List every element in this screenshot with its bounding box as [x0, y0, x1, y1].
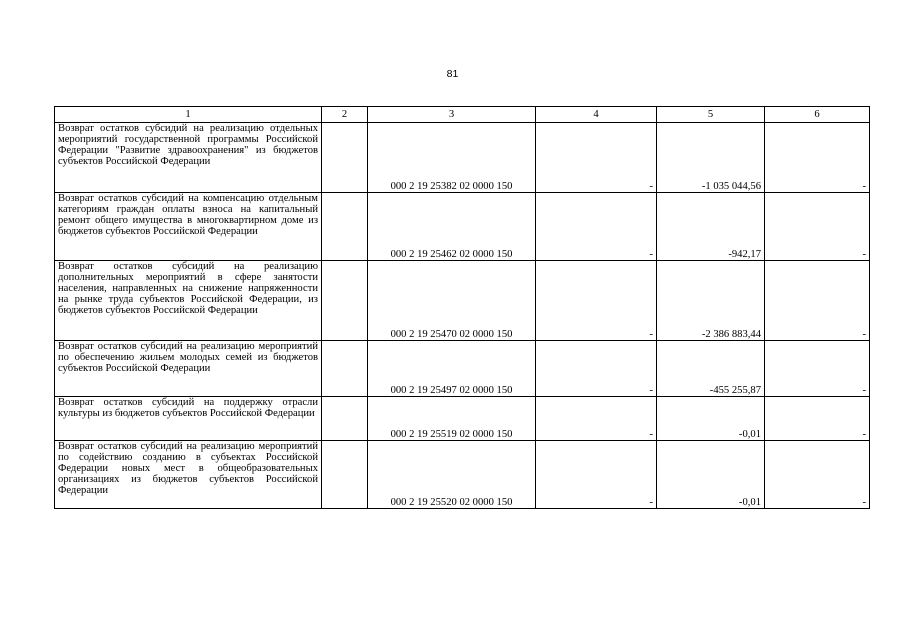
- table-header-row: [55, 107, 870, 123]
- header-col-4: 4: [536, 107, 657, 123]
- row-description: Возврат остатков субсидий на реализацию отдельных мероприятий государственной программы Российской Федерации "Развитие здравоохранения" из бюджетов субъектов Российской Федерации: [55, 123, 322, 193]
- row-code: 000 2 19 25470 02 0000 150: [368, 261, 536, 341]
- row-code: 000 2 19 25382 02 0000 150: [368, 123, 536, 193]
- table-row: [55, 123, 870, 193]
- page-number: 81: [446, 68, 459, 80]
- row-col4: -: [536, 341, 657, 397]
- row-col6: -: [765, 261, 870, 341]
- row-description: Возврат остатков субсидий на поддержку отрасли культуры из бюджетов субъектов Российской Федерации: [55, 397, 322, 441]
- row-col6: -: [765, 397, 870, 441]
- budget-table: [54, 106, 870, 509]
- row-col2: [322, 397, 368, 441]
- row-col6: -: [765, 193, 870, 261]
- row-code: 000 2 19 25497 02 0000 150: [368, 341, 536, 397]
- row-col6: -: [765, 441, 870, 509]
- header-col-3: 3: [368, 107, 536, 123]
- row-col6: -: [765, 341, 870, 397]
- row-code: 000 2 19 25520 02 0000 150: [368, 441, 536, 509]
- table-row: [55, 397, 870, 441]
- row-amount: -942,17: [657, 193, 765, 261]
- header-col-1: 1: [55, 107, 322, 123]
- row-col4: -: [536, 193, 657, 261]
- row-col2: [322, 261, 368, 341]
- table-row: [55, 193, 870, 261]
- row-col2: [322, 441, 368, 509]
- row-col4: -: [536, 397, 657, 441]
- row-description: Возврат остатков субсидий на реализацию мероприятий по содействию созданию в субъектах Российской Федерации новых мест в общеобразовательных организациях из бюджетов субъектов Российской Федерации: [55, 441, 322, 509]
- row-description: Возврат остатков субсидий на реализацию дополнительных мероприятий в сфере занятости населения, направленных на снижение напряженности на рынке труда субъектов Российской Федерации, из бюджетов субъектов Российской Федерации: [55, 261, 322, 341]
- row-col4: -: [536, 123, 657, 193]
- table-row: [55, 341, 870, 397]
- row-amount: -2 386 883,44: [657, 261, 765, 341]
- row-col2: [322, 193, 368, 261]
- row-code: 000 2 19 25519 02 0000 150: [368, 397, 536, 441]
- row-amount: -1 035 044,56: [657, 123, 765, 193]
- row-col6: -: [765, 123, 870, 193]
- row-description: Возврат остатков субсидий на компенсацию отдельным категориям граждан оплаты взноса на капитальный ремонт общего имущества в многоквартирном доме из бюджетов субъектов Российской Федерации: [55, 193, 322, 261]
- row-col2: [322, 341, 368, 397]
- row-description: Возврат остатков субсидий на реализацию мероприятий по обеспечению жильем молодых семей из бюджетов субъектов Российской Федерации: [55, 341, 322, 397]
- table-row: [55, 261, 870, 341]
- table-row: [55, 441, 870, 509]
- row-amount: -0,01: [657, 397, 765, 441]
- header-col-6: 6: [765, 107, 870, 123]
- row-col2: [322, 123, 368, 193]
- row-col4: -: [536, 441, 657, 509]
- header-col-2: 2: [322, 107, 368, 123]
- row-amount: -455 255,87: [657, 341, 765, 397]
- row-code: 000 2 19 25462 02 0000 150: [368, 193, 536, 261]
- row-col4: -: [536, 261, 657, 341]
- row-amount: -0,01: [657, 441, 765, 509]
- header-col-5: 5: [657, 107, 765, 123]
